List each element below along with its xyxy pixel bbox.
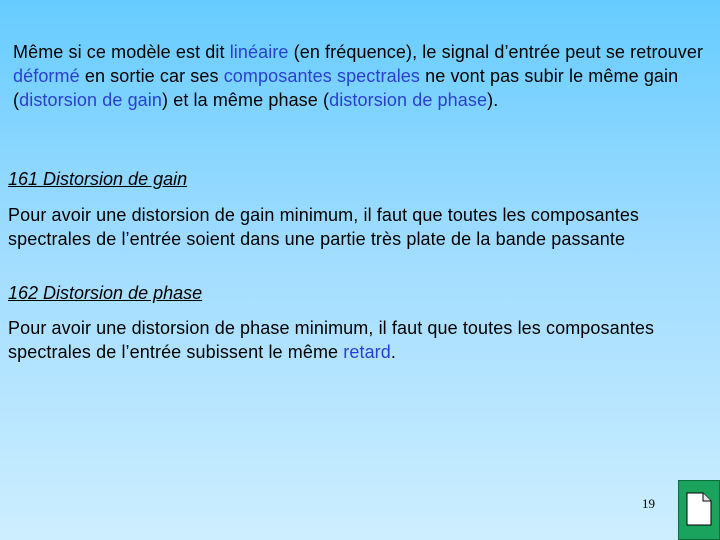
highlight-deforme: déformé: [13, 66, 80, 86]
section-body-phase: [8, 316, 712, 364]
intro-text: ne vont pas subir le même gain (: [13, 66, 679, 110]
body-text: .: [390, 342, 396, 362]
highlight-distorsion-gain: distorsion de gain: [19, 90, 163, 110]
intro-text: Même si ce modèle est dit: [13, 42, 230, 62]
page-number: 19: [642, 496, 655, 511]
highlight-composantes: composantes spectrales: [223, 66, 421, 86]
highlight-retard: retard: [343, 342, 391, 362]
document-button[interactable]: [678, 480, 720, 540]
intro-text: ).: [487, 90, 499, 110]
section-heading-gain: 161 Distorsion de gain: [8, 169, 188, 189]
intro-text: ) et la même phase (: [162, 90, 330, 110]
section-body-gain: Pour avoir une distorsion de gain minimum, il faut que toutes les composantes spectrales de l’entrée soient dans une partie très plate de la bande passante: [8, 205, 640, 249]
highlight-lineaire: linéaire: [229, 42, 289, 62]
highlight-distorsion-phase: distorsion de phase: [329, 90, 488, 110]
document-icon: [686, 492, 712, 526]
body-text: Pour avoir une distorsion de phase minimum, il faut que toutes les composantes spectrales de l’entrée subissent le même: [8, 318, 655, 362]
intro-paragraph: [13, 40, 713, 112]
intro-text: en sortie car ses: [79, 66, 224, 86]
intro-text: (en fréquence), le signal d’entrée peut se retrouver: [288, 42, 704, 62]
section-heading-phase: 162 Distorsion de phase: [8, 283, 203, 303]
